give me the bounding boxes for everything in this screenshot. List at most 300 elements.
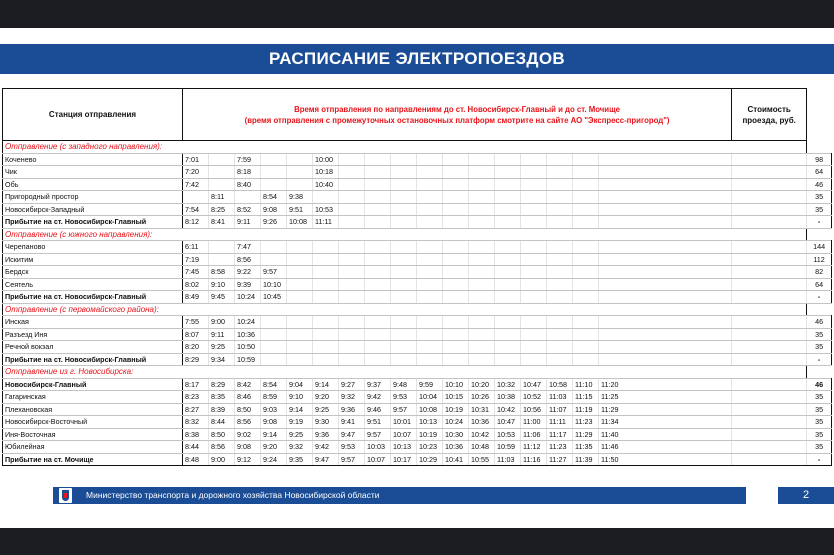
time-cell (547, 241, 573, 254)
time-cell (521, 166, 547, 179)
empty-cell (732, 391, 807, 404)
time-cell (313, 241, 339, 254)
time-cell: 8:39 (209, 403, 235, 416)
table-row (3, 203, 832, 216)
time-cell (209, 253, 235, 266)
time-cell (391, 166, 417, 179)
section-title: Отправление (с южного направления): (3, 228, 807, 241)
time-cell (599, 191, 732, 204)
time-cell (261, 316, 287, 329)
empty-cell (732, 341, 807, 354)
time-cell: 8:40 (235, 178, 261, 191)
price-cell: 46 (807, 378, 832, 391)
price-cell: 35 (807, 391, 832, 404)
time-cell: 9:26 (261, 216, 287, 229)
time-cell: 10:07 (365, 453, 391, 466)
time-cell (443, 341, 469, 354)
time-cell (417, 328, 443, 341)
time-cell (391, 328, 417, 341)
time-cell: 11:00 (521, 416, 547, 429)
time-cell: 9:25 (287, 428, 313, 441)
time-cell (313, 341, 339, 354)
time-cell: 9:00 (209, 453, 235, 466)
schedule-body (3, 141, 832, 466)
time-cell (521, 291, 547, 304)
time-cell: 10:24 (235, 291, 261, 304)
table-row (3, 278, 832, 291)
time-cell (391, 178, 417, 191)
time-cell (391, 216, 417, 229)
time-cell (469, 316, 495, 329)
station-name: Черепаново (3, 241, 183, 254)
time-cell (547, 153, 573, 166)
station-name: Прибытие на ст. Новосибирск-Главный (3, 216, 183, 229)
time-cell: 11:19 (573, 403, 599, 416)
time-cell (313, 253, 339, 266)
time-cell: 9:19 (287, 416, 313, 429)
table-row (3, 241, 832, 254)
time-cell (391, 278, 417, 291)
empty-cell (732, 353, 807, 366)
time-cell (495, 291, 521, 304)
time-cell: 10:36 (469, 416, 495, 429)
time-cell (599, 203, 732, 216)
table-row (3, 166, 832, 179)
time-cell: 7:42 (183, 178, 209, 191)
time-cell (443, 253, 469, 266)
time-cell (469, 203, 495, 216)
time-cell: 9:27 (339, 378, 365, 391)
time-cell (495, 328, 521, 341)
section-title: Отправление из г. Новосибирска: (3, 366, 807, 379)
time-cell: 11:03 (495, 453, 521, 466)
time-cell: 8:56 (235, 416, 261, 429)
time-cell: 10:07 (391, 428, 417, 441)
time-cell (417, 278, 443, 291)
time-cell: 8:49 (183, 291, 209, 304)
time-cell: 9:20 (261, 441, 287, 454)
time-cell (391, 316, 417, 329)
header-station: Станция отправления (3, 89, 183, 141)
time-cell: 8:29 (209, 378, 235, 391)
time-cell: 8:12 (183, 216, 209, 229)
time-cell: 10:18 (313, 166, 339, 179)
time-cell (495, 153, 521, 166)
time-cell (521, 253, 547, 266)
time-cell: 10:38 (495, 391, 521, 404)
time-cell (443, 191, 469, 204)
time-cell: 8:56 (235, 253, 261, 266)
station-name: Иня-Восточная (3, 428, 183, 441)
schedule-table (2, 88, 832, 466)
time-cell (469, 328, 495, 341)
time-cell (287, 266, 313, 279)
time-cell (365, 353, 391, 366)
time-cell (391, 241, 417, 254)
time-cell: 8:38 (183, 428, 209, 441)
empty-cell (732, 203, 807, 216)
empty-cell (732, 191, 807, 204)
time-cell: 9:00 (209, 316, 235, 329)
time-cell: 11:15 (573, 391, 599, 404)
time-cell (599, 153, 732, 166)
time-cell: 11:11 (547, 416, 573, 429)
time-cell: 7:19 (183, 253, 209, 266)
time-cell: 11:20 (599, 378, 732, 391)
time-cell (365, 203, 391, 216)
time-cell (287, 253, 313, 266)
time-cell (339, 291, 365, 304)
time-cell: 7:55 (183, 316, 209, 329)
time-cell (573, 153, 599, 166)
time-cell: 8:50 (235, 403, 261, 416)
time-cell: 9:39 (235, 278, 261, 291)
time-cell: 11:35 (573, 441, 599, 454)
table-row (3, 178, 832, 191)
time-cell (547, 266, 573, 279)
time-cell (573, 341, 599, 354)
time-cell: 7:54 (183, 203, 209, 216)
time-cell: 9:08 (235, 441, 261, 454)
time-cell (339, 153, 365, 166)
station-name: Пригородный простор (3, 191, 183, 204)
empty-cell (732, 278, 807, 291)
station-name: Обь (3, 178, 183, 191)
header-price-line2: проезда, руб. (742, 115, 796, 125)
time-cell: 11:12 (521, 441, 547, 454)
time-cell: 11:50 (599, 453, 732, 466)
time-cell (365, 153, 391, 166)
time-cell (339, 253, 365, 266)
time-cell: 9:36 (313, 428, 339, 441)
time-cell (573, 216, 599, 229)
station-name: Новосибирск-Западный (3, 203, 183, 216)
time-cell (495, 203, 521, 216)
time-cell (443, 328, 469, 341)
time-cell (313, 316, 339, 329)
time-cell: 10:13 (417, 416, 443, 429)
station-name: Искитим (3, 253, 183, 266)
time-cell (573, 353, 599, 366)
time-cell: 11:29 (599, 403, 732, 416)
station-name: Бердск (3, 266, 183, 279)
time-cell (313, 328, 339, 341)
time-cell: 8:48 (183, 453, 209, 466)
time-cell (521, 353, 547, 366)
price-cell: 35 (807, 341, 832, 354)
station-name: Сеятель (3, 278, 183, 291)
time-cell: 9:51 (365, 416, 391, 429)
table-row (3, 441, 832, 454)
time-cell: 8:46 (235, 391, 261, 404)
time-cell (443, 203, 469, 216)
time-cell (599, 253, 732, 266)
time-cell: 10:31 (469, 403, 495, 416)
empty-cell (732, 441, 807, 454)
time-cell (521, 203, 547, 216)
time-cell: 10:53 (313, 203, 339, 216)
time-cell (573, 241, 599, 254)
time-cell: 8:32 (183, 416, 209, 429)
time-cell: 10:41 (443, 453, 469, 466)
time-cell: 9:20 (313, 391, 339, 404)
time-cell (417, 153, 443, 166)
time-cell: 10:59 (495, 441, 521, 454)
time-cell: 10:47 (521, 378, 547, 391)
time-cell (365, 241, 391, 254)
time-cell (417, 203, 443, 216)
time-cell (521, 278, 547, 291)
time-cell: 10:36 (443, 441, 469, 454)
time-cell (417, 191, 443, 204)
header-price (732, 89, 807, 141)
time-cell: 8:29 (183, 353, 209, 366)
empty-cell (732, 266, 807, 279)
time-cell: 7:45 (183, 266, 209, 279)
time-cell: 8:07 (183, 328, 209, 341)
time-cell (261, 353, 287, 366)
time-cell (287, 328, 313, 341)
time-cell: 6:11 (183, 241, 209, 254)
time-cell: 9:53 (391, 391, 417, 404)
time-cell: 9:30 (313, 416, 339, 429)
time-cell: 9:57 (261, 266, 287, 279)
time-cell (365, 253, 391, 266)
time-cell: 7:01 (183, 153, 209, 166)
time-cell (261, 178, 287, 191)
table-row (3, 453, 832, 466)
time-cell (339, 166, 365, 179)
time-cell (443, 291, 469, 304)
novosibirsk-emblem-icon (59, 488, 72, 503)
time-cell: 9:57 (339, 453, 365, 466)
time-cell: 7:59 (235, 153, 261, 166)
time-cell: 10:08 (417, 403, 443, 416)
section-row (3, 366, 832, 379)
time-cell (339, 353, 365, 366)
time-cell (391, 253, 417, 266)
time-cell: 10:48 (469, 441, 495, 454)
time-cell: 10:01 (391, 416, 417, 429)
price-cell: - (807, 216, 832, 229)
header-departure-line1: Время отправления по направлениям до ст. Новосибирск-Главный и до ст. Мочище (294, 104, 621, 114)
time-cell (183, 191, 209, 204)
time-cell: 8:25 (209, 203, 235, 216)
time-cell: 8:50 (209, 428, 235, 441)
time-cell: 10:42 (469, 428, 495, 441)
time-cell (599, 266, 732, 279)
time-cell: 8:56 (209, 441, 235, 454)
time-cell (443, 278, 469, 291)
time-cell: 8:11 (209, 191, 235, 204)
time-cell: 9:11 (209, 328, 235, 341)
time-cell (417, 241, 443, 254)
time-cell (599, 241, 732, 254)
header-departure-line2: (время отправления с промежуточных остановочных платформ смотрите на сайте АО "Экспресс-пригород") (244, 115, 670, 125)
time-cell: 9:14 (313, 378, 339, 391)
time-cell: 11:40 (599, 428, 732, 441)
time-cell (469, 278, 495, 291)
price-cell: 35 (807, 203, 832, 216)
time-cell: 8:17 (183, 378, 209, 391)
time-cell (495, 216, 521, 229)
time-cell: 8:35 (209, 391, 235, 404)
time-cell: 10:29 (417, 453, 443, 466)
time-cell: 9:46 (365, 403, 391, 416)
time-cell: 9:14 (287, 403, 313, 416)
empty-cell (732, 291, 807, 304)
station-name: Прибытие на ст. Мочище (3, 453, 183, 466)
time-cell (313, 353, 339, 366)
station-name: Инская (3, 316, 183, 329)
time-cell: 11:10 (573, 378, 599, 391)
table-header-row (3, 89, 832, 141)
time-cell (287, 353, 313, 366)
time-cell: 9:48 (391, 378, 417, 391)
time-cell (365, 341, 391, 354)
time-cell (365, 166, 391, 179)
time-cell: 9:03 (261, 403, 287, 416)
time-cell: 10:55 (469, 453, 495, 466)
page-number: 2 (778, 487, 834, 504)
empty-cell (732, 241, 807, 254)
time-cell: 10:30 (443, 428, 469, 441)
time-cell (573, 178, 599, 191)
empty-cell (732, 153, 807, 166)
table-row (3, 253, 832, 266)
empty-cell (732, 328, 807, 341)
time-cell (339, 341, 365, 354)
time-cell (547, 203, 573, 216)
time-cell (365, 278, 391, 291)
time-cell: 9:47 (313, 453, 339, 466)
station-name: Гагаринская (3, 391, 183, 404)
time-cell (391, 266, 417, 279)
price-cell: 35 (807, 191, 832, 204)
time-cell (365, 291, 391, 304)
time-cell (261, 241, 287, 254)
price-cell: 35 (807, 416, 832, 429)
empty-cell (732, 428, 807, 441)
slide (0, 28, 834, 528)
empty-cell (732, 178, 807, 191)
time-cell (573, 328, 599, 341)
time-cell (547, 316, 573, 329)
price-cell: 64 (807, 166, 832, 179)
time-cell: 11:29 (573, 428, 599, 441)
empty-cell (732, 403, 807, 416)
station-name: Плехановская (3, 403, 183, 416)
time-cell (443, 153, 469, 166)
time-cell (339, 178, 365, 191)
time-cell (495, 353, 521, 366)
time-cell: 11:46 (599, 441, 732, 454)
time-cell (391, 341, 417, 354)
time-cell (313, 191, 339, 204)
table-row (3, 403, 832, 416)
table-row (3, 316, 832, 329)
section-title: Отправление (с западного направления): (3, 141, 807, 154)
header-price-line1: Стоимость (747, 104, 791, 114)
time-cell (339, 203, 365, 216)
time-cell: 11:23 (547, 441, 573, 454)
time-cell: 8:44 (183, 441, 209, 454)
header-departure (183, 89, 732, 141)
time-cell: 10:50 (235, 341, 261, 354)
time-cell: 8:44 (209, 416, 235, 429)
empty-cell (732, 378, 807, 391)
station-name: Юбилейная (3, 441, 183, 454)
time-cell (287, 241, 313, 254)
time-cell: 7:20 (183, 166, 209, 179)
price-cell: - (807, 353, 832, 366)
time-cell (313, 266, 339, 279)
time-cell: 10:45 (261, 291, 287, 304)
time-cell (547, 353, 573, 366)
time-cell (287, 153, 313, 166)
time-cell: 9:10 (287, 391, 313, 404)
time-cell (469, 166, 495, 179)
time-cell (287, 278, 313, 291)
time-cell (521, 328, 547, 341)
station-name: Новосибирск-Главный (3, 378, 183, 391)
time-cell: 10:24 (235, 316, 261, 329)
station-name: Прибытие на ст. Новосибирск-Главный (3, 291, 183, 304)
time-cell: 10:08 (287, 216, 313, 229)
price-cell: 46 (807, 316, 832, 329)
station-name: Коченево (3, 153, 183, 166)
table-row (3, 291, 832, 304)
time-cell: 8:52 (235, 203, 261, 216)
time-cell (547, 216, 573, 229)
time-cell: 9:37 (365, 378, 391, 391)
time-cell: 10:10 (261, 278, 287, 291)
time-cell: 11:39 (573, 453, 599, 466)
time-cell: 10:40 (313, 178, 339, 191)
table-row (3, 353, 832, 366)
time-cell: 10:17 (391, 453, 417, 466)
time-cell (599, 353, 732, 366)
time-cell: 9:02 (235, 428, 261, 441)
time-cell (417, 353, 443, 366)
time-cell (573, 278, 599, 291)
empty-cell (732, 216, 807, 229)
time-cell (547, 291, 573, 304)
time-cell (391, 153, 417, 166)
time-cell: 10:47 (495, 416, 521, 429)
footer-bar (53, 487, 746, 504)
time-cell (599, 341, 732, 354)
time-cell: 10:26 (469, 391, 495, 404)
time-cell: 8:58 (209, 266, 235, 279)
time-cell (547, 341, 573, 354)
time-cell (599, 178, 732, 191)
time-cell: 9:35 (287, 453, 313, 466)
time-cell (599, 316, 732, 329)
time-cell (599, 291, 732, 304)
station-name: Разъезд Иня (3, 328, 183, 341)
table-row (3, 428, 832, 441)
time-cell (495, 278, 521, 291)
station-name: Чик (3, 166, 183, 179)
time-cell (443, 266, 469, 279)
page-title: РАСПИСАНИЕ ЭЛЕКТРОПОЕЗДОВ (0, 44, 834, 74)
time-cell: 9:41 (339, 416, 365, 429)
time-cell: 11:25 (599, 391, 732, 404)
time-cell (521, 153, 547, 166)
time-cell (599, 328, 732, 341)
time-cell (573, 266, 599, 279)
